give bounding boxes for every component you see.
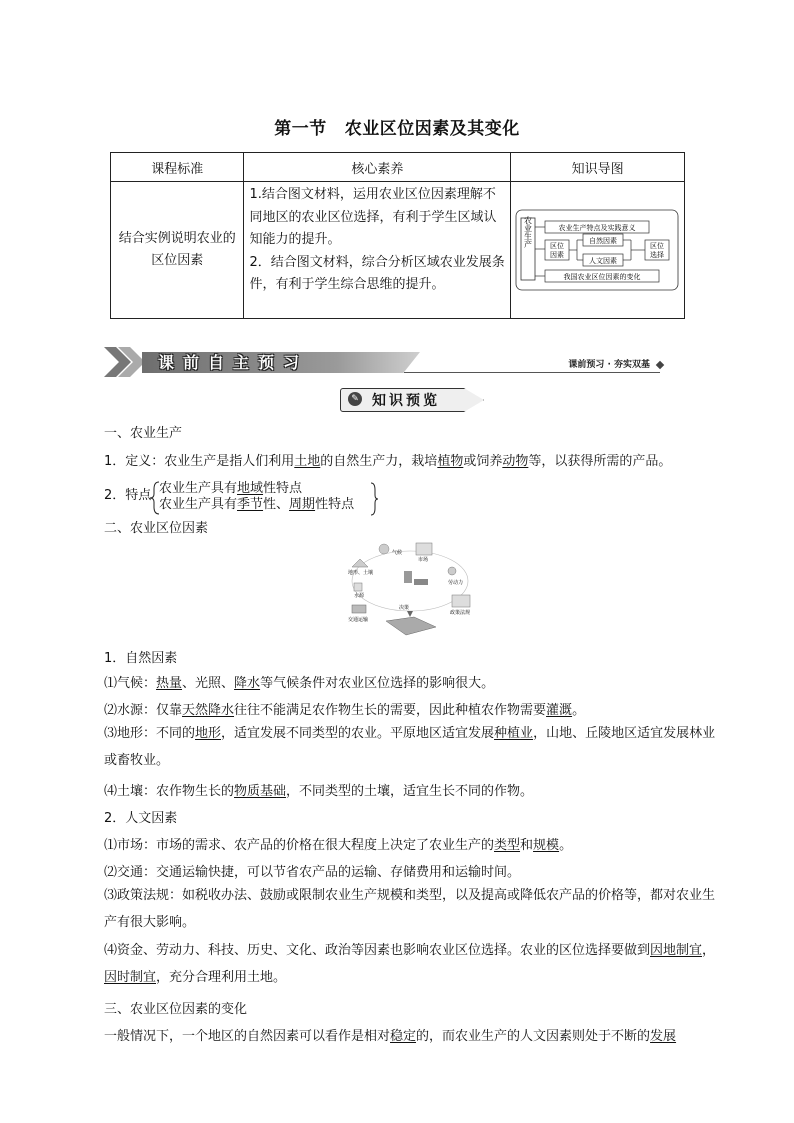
features-items — [159, 481, 354, 513]
label-transport: 交通运输 — [348, 617, 369, 623]
worker-icon — [448, 567, 456, 575]
natural-terrain — [104, 720, 720, 774]
def-text-4: 等，以获得所需的产品。 — [528, 454, 672, 469]
human-other-factors — [104, 937, 720, 991]
sun-icon — [379, 544, 389, 554]
n1-text-2: 、光照、 — [182, 676, 235, 691]
underline-stable: 稳定 — [390, 1029, 417, 1044]
def-underline-plants: 植物 — [437, 454, 464, 469]
banner-title: 课前自主预习 — [158, 353, 309, 372]
natural-soil — [104, 780, 533, 799]
feature-underline-cyclical: 周期 — [289, 497, 316, 512]
n4-text-2: ，不同类型的土壤，适宜生长不同的作物。 — [286, 784, 534, 799]
mindmap-location-choice: 区位选择 — [650, 242, 665, 259]
n4-text-1: ⑷土壤：农作物生长的 — [104, 784, 235, 799]
mindmap-branch-changes: 我国农业区位因素的变化 — [563, 273, 641, 281]
section-banner — [104, 347, 664, 377]
feature-2-mid: 性、 — [263, 497, 290, 512]
s3-text-2: 的，而农业生产的人文因素则处于不断的 — [416, 1029, 651, 1044]
underline-type: 类型 — [494, 838, 521, 853]
feature-seasonal — [159, 497, 354, 513]
underline-irrigation: 灌溉 — [546, 703, 573, 718]
mountain-icon — [352, 559, 368, 567]
feature-1-text: 农业生产具有 — [159, 481, 238, 496]
def-text-3: 或饲养 — [463, 454, 503, 469]
tag-label: 知识预览 — [372, 393, 440, 409]
location-factors-illustration — [344, 541, 480, 641]
h1-text-1: ⑴市场：市场的需求、农产品的价格在很大程度上决定了农业生产的 — [104, 838, 495, 853]
mindmap-root: 农业生产 — [523, 216, 533, 248]
underline-natural-precipitation: 天然降水 — [182, 703, 235, 718]
feature-regional — [159, 481, 354, 497]
knowledge-mindmap — [511, 182, 683, 318]
label-policy: 政策法规 — [450, 610, 471, 616]
diamond-icon — [656, 361, 664, 369]
h1-text-3: 。 — [559, 838, 573, 853]
h4-text-1: ⑷资金、劳动力、科技、历史、文化、政治等因素也影响农业区位选择。农业的区位选择要做到 — [104, 943, 651, 958]
market-building-icon — [416, 543, 432, 555]
mindmap-human-factor: 人文因素 — [589, 257, 618, 265]
changes-paragraph — [104, 1025, 676, 1044]
h4-text-3: ，充分合理利用土地。 — [156, 970, 287, 985]
n2-text-3: 。 — [572, 703, 586, 718]
underline-heat: 热量 — [156, 676, 183, 691]
label-decision: 决策 — [399, 605, 410, 611]
n2-text-2: 往往不能满足农作物生长的需要，因此种植农作物需要 — [234, 703, 547, 718]
header-knowledge-map: 知识导图 — [511, 153, 685, 182]
mindmap-branch-features: 农业生产特点及实践意义 — [558, 224, 636, 232]
label-market: 市场 — [418, 557, 429, 563]
header-core-literacy: 核心素养 — [244, 153, 511, 182]
n3-text-1: ⑶地形：不同的 — [104, 726, 196, 741]
heading-location-factors: 二、农业区位因素 — [104, 521, 209, 536]
underline-terrain: 地形 — [195, 726, 222, 741]
heading-agri-production: 一、农业生产 — [104, 426, 183, 441]
mindmap-branch-factors: 区位因素 — [550, 242, 565, 259]
def-text-1: 1．定义：农业生产是指人们利用 — [104, 454, 295, 469]
def-underline-animals: 动物 — [502, 454, 529, 469]
farmer-icon — [404, 571, 412, 583]
banner-rule — [404, 372, 660, 373]
feature-2-suffix: 性特点 — [315, 497, 355, 512]
arrow-down-icon — [407, 611, 413, 617]
n1-text-3: 等气候条件对农业区位选择的影响很大。 — [260, 676, 495, 691]
page-title — [0, 114, 794, 139]
section-number: 第一节 — [274, 119, 327, 139]
standards-table — [110, 152, 685, 319]
def-underline-land: 土地 — [294, 454, 321, 469]
heading-natural-factors: 1．自然因素 — [104, 651, 178, 666]
underline-precipitation: 降水 — [234, 676, 261, 691]
human-market — [104, 834, 572, 853]
natural-climate — [104, 672, 494, 691]
n3-text-2: ，适宜发展不同类型的农业。平原地区适宜发展 — [221, 726, 495, 741]
label-labor: 劳动力 — [448, 580, 464, 586]
n3-text-3: ，山地、丘陵地区适宜发展林业或畜牧业。 — [104, 726, 716, 768]
underline-scale: 规模 — [533, 838, 560, 853]
n2-text-1: ⑵水源：仅靠 — [104, 703, 183, 718]
feature-2-text: 农业生产具有 — [159, 497, 238, 512]
pencil-icon: ✎ — [348, 392, 362, 406]
human-policy: ⑶政策法规：如税收办法、鼓励或限制农业生产规模和类型，以及提高或降低农产品的价格等，都对农业生产有很大影响。 — [104, 888, 716, 930]
banner-subtitle: 课前预习 · 夯实双基 — [568, 360, 650, 370]
underline-time-conditions: 因时制宜 — [104, 970, 157, 985]
label-climate: 气候 — [392, 550, 403, 556]
government-building-icon — [452, 595, 470, 607]
human-transport: ⑵交通：交通运输快捷，可以节省农产品的运输、存储费用和运输时间。 — [104, 865, 521, 880]
features-label: 2．特点 — [104, 488, 152, 503]
s3-text-1: 一般情况下，一个地区的自然因素可以看作是相对 — [104, 1029, 391, 1044]
water-tap-icon — [354, 583, 362, 591]
literacy-item-2: 2．结合图文材料，综合分析区域农业发展条件，有利于学生综合思维的提升。 — [249, 254, 505, 292]
h1-text-2: 和 — [520, 838, 534, 853]
header-course-standard: 课程标准 — [111, 153, 244, 182]
mindmap-natural-factor: 自然因素 — [589, 237, 618, 245]
table-row — [111, 182, 685, 319]
truck-icon — [352, 605, 366, 613]
right-brace-icon — [370, 482, 378, 516]
literacy-item-1: 1.结合图文材料，运用农业区位因素理解不同地区的农业区位选择，有利于学生区域认知能力的提升。 — [249, 187, 497, 247]
core-literacy-cell — [244, 182, 511, 319]
heading-factor-changes: 三、农业区位因素的变化 — [104, 1002, 248, 1017]
heading-human-factors: 2．人文因素 — [104, 811, 178, 826]
label-terrain: 地形、土壤 — [348, 570, 374, 576]
knowledge-preview-tag — [340, 388, 486, 412]
underline-development: 发展 — [650, 1029, 677, 1044]
feature-underline-regional: 地域 — [237, 481, 264, 496]
feature-1-suffix: 性特点 — [263, 481, 303, 496]
h4-text-2: ， — [702, 943, 716, 958]
definition-line — [104, 450, 671, 469]
label-water: 水源 — [354, 593, 365, 599]
n1-text-1: ⑴气候： — [104, 676, 157, 691]
knowledge-map-cell — [511, 182, 685, 319]
tractor-icon — [414, 579, 428, 585]
section-name: 农业区位因素及其变化 — [344, 119, 520, 139]
feature-underline-seasonal: 季节 — [237, 497, 264, 512]
course-standard-cell: 结合实例说明农业的区位因素 — [111, 182, 244, 319]
natural-water — [104, 699, 585, 718]
underline-local-conditions: 因地制宜 — [650, 943, 703, 958]
farmland-icon — [386, 617, 436, 635]
underline-material-basis: 物质基础 — [234, 784, 287, 799]
def-text-2: 的自然生产力，栽培 — [320, 454, 438, 469]
table-header-row — [111, 153, 685, 182]
underline-planting: 种植业 — [494, 726, 534, 741]
